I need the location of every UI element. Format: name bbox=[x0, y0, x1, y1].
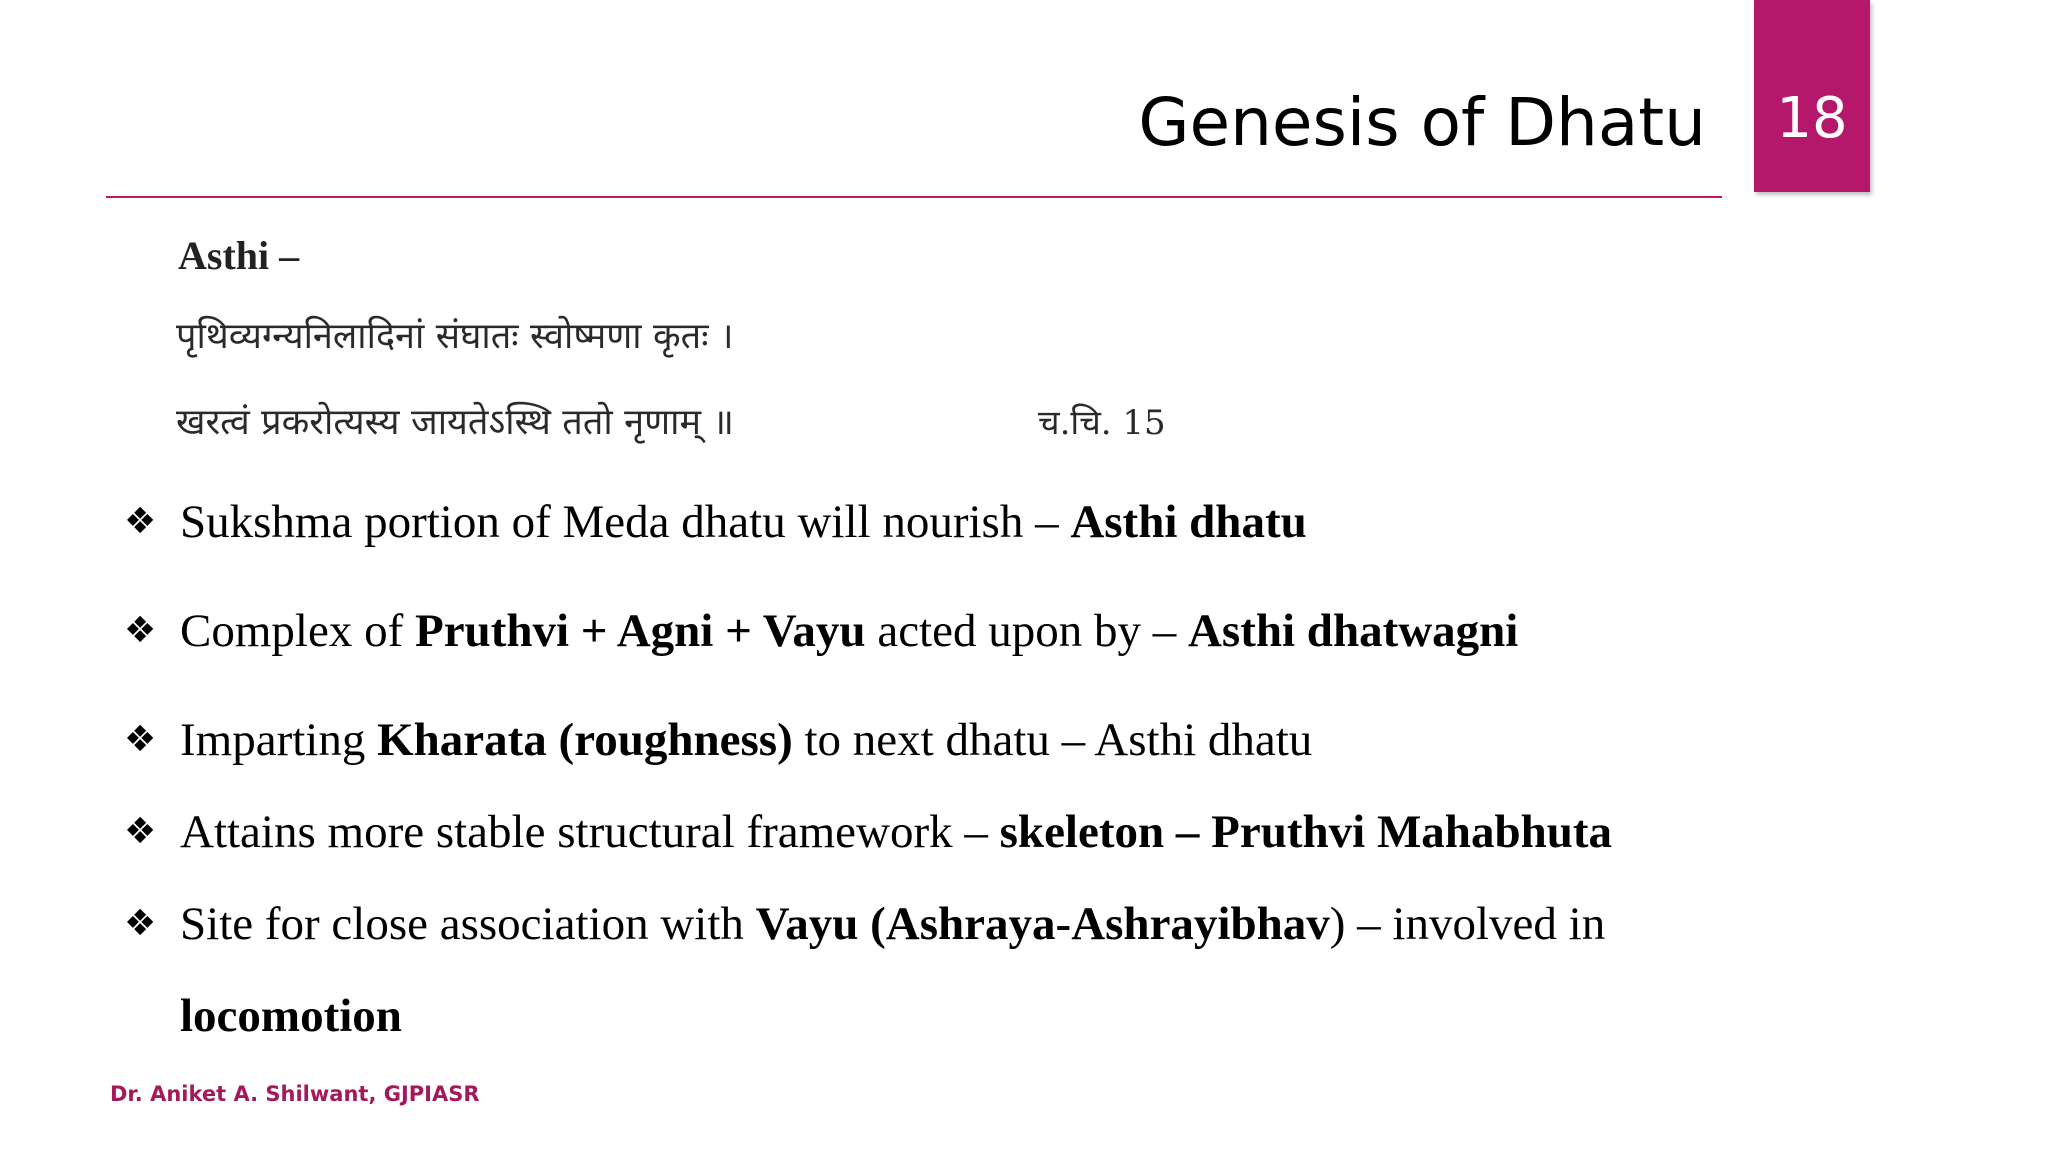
bullet-bold-text: Vayu (Ashraya-Ashrayibhav bbox=[755, 898, 1330, 950]
slide-title: Genesis of Dhatu bbox=[1138, 84, 1706, 161]
bullet-text: Sukshma portion of Meda dhatu will nourish – bbox=[180, 496, 1071, 548]
title-divider bbox=[106, 196, 1722, 198]
bullet-item bbox=[124, 494, 1307, 550]
verse-heading: Asthi – bbox=[178, 233, 300, 278]
bullet-bold-text: Asthi dhatu bbox=[1070, 496, 1307, 548]
bullet-text: Site for close association with bbox=[180, 898, 756, 950]
diamond-bullet-icon: ❖ bbox=[124, 903, 157, 944]
bullet-text: acted upon by – bbox=[865, 605, 1188, 657]
verse-line-1: पृथिव्यग्न्यनिलादिनां संघातः स्वोष्मणा कृतः । bbox=[176, 316, 734, 357]
bullet-bold-text: Asthi dhatwagni bbox=[1187, 605, 1519, 657]
diamond-bullet-icon: ❖ bbox=[124, 719, 157, 760]
bullet-bold-text: skeleton – Pruthvi Mahabhuta bbox=[999, 806, 1613, 858]
diamond-bullet-icon: ❖ bbox=[124, 610, 157, 651]
diamond-bullet-icon: ❖ bbox=[124, 811, 157, 852]
bullet-item bbox=[124, 603, 1518, 659]
bullet-item bbox=[124, 896, 1605, 952]
bullet-text: Complex of bbox=[180, 605, 415, 657]
diamond-bullet-icon: ❖ bbox=[124, 501, 157, 542]
footer-author: Dr. Aniket A. Shilwant, GJPIASR bbox=[110, 1082, 480, 1106]
verse-line-2: खरत्वं प्रकरोत्यस्य जायतेऽस्थि ततो नृणाम् ॥ bbox=[176, 402, 734, 443]
slide-number-badge bbox=[1754, 0, 1870, 192]
bullet-item bbox=[124, 712, 1312, 768]
bullet-bold-text: Pruthvi + Agni + Vayu bbox=[414, 605, 866, 657]
bullet-text: Attains more stable structural framework – bbox=[180, 806, 1000, 858]
bullet-item bbox=[124, 804, 1612, 860]
verse-reference: च.चि. 15 bbox=[1038, 403, 1166, 443]
bullet-text: Imparting bbox=[180, 714, 378, 766]
bullet-continuation: locomotion bbox=[180, 990, 402, 1042]
sanskrit-verse-image bbox=[172, 228, 1212, 458]
slide-number: 18 bbox=[1776, 86, 1848, 151]
bullet-bold-text: Kharata (roughness) bbox=[377, 714, 793, 766]
bullet-text: to next dhatu – Asthi dhatu bbox=[792, 714, 1313, 766]
bullet-text: ) – involved in bbox=[1329, 898, 1606, 950]
